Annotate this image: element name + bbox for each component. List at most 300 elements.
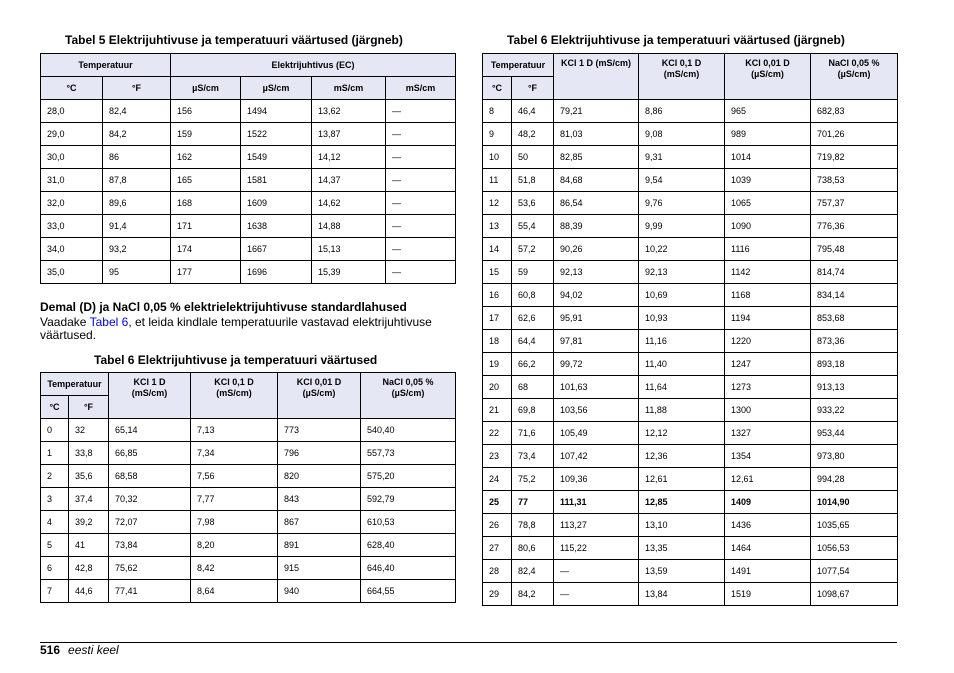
table-cell: 15 [483, 261, 512, 284]
table-cell: 1436 [725, 514, 811, 537]
table-row [41, 511, 456, 534]
t6a-header-kcl1: KCl 1 D (mS/cm) [109, 373, 191, 419]
table-cell: 16 [483, 284, 512, 307]
table-cell: 7,13 [191, 419, 278, 442]
table-cell: 22 [483, 422, 512, 445]
t6b-header-temperature: Temperatuur [483, 54, 554, 77]
table-row [41, 146, 456, 169]
table-row [483, 445, 898, 468]
footer-language: eesti keel [68, 643, 119, 657]
footer-divider [40, 642, 897, 643]
table-row [483, 514, 898, 537]
table-cell: 1014,90 [811, 491, 898, 514]
table-cell: 92,13 [639, 261, 725, 284]
table-cell: 1065 [725, 192, 811, 215]
table-cell: 9 [483, 123, 512, 146]
table-row [41, 465, 456, 488]
table-cell: 103,56 [554, 399, 639, 422]
table5-header-temperature: Temperatuur [41, 54, 171, 77]
table-cell: 8 [483, 100, 512, 123]
table-cell: 13,87 [312, 123, 386, 146]
table-cell: 17 [483, 307, 512, 330]
t6b-header-kcl1: KCl 1 D (mS/cm) [554, 54, 639, 100]
table-cell: 65,14 [109, 419, 191, 442]
table-cell: 94,02 [554, 284, 639, 307]
table-row [483, 261, 898, 284]
table-cell: 965 [725, 100, 811, 123]
table-cell: 1142 [725, 261, 811, 284]
t6b-header-kcl001: KCl 0,01 D (µS/cm) [725, 54, 811, 100]
table-row [483, 422, 898, 445]
table-cell: 664,55 [361, 580, 456, 603]
table-cell: 795,48 [811, 238, 898, 261]
table-cell: 31,0 [41, 169, 103, 192]
table-cell: 893,18 [811, 353, 898, 376]
page-footer [40, 643, 119, 657]
table-cell: 21 [483, 399, 512, 422]
table-cell: 1638 [241, 215, 312, 238]
table-cell: 70,32 [109, 488, 191, 511]
table-cell: 12,12 [639, 422, 725, 445]
table-cell: 1522 [241, 123, 312, 146]
table-cell: 773 [278, 419, 361, 442]
table-cell: 80,6 [512, 537, 554, 560]
table-cell: 7 [41, 580, 69, 603]
table-cell: 1354 [725, 445, 811, 468]
table-cell: 8,64 [191, 580, 278, 603]
table6-part2-body [483, 100, 898, 606]
table6-link[interactable]: Tabel 6 [89, 315, 129, 329]
table-cell: 8,86 [639, 100, 725, 123]
table-cell: 1056,53 [811, 537, 898, 560]
table-cell: 32,0 [41, 192, 103, 215]
table6-part1 [40, 372, 456, 603]
table-cell: 14,37 [312, 169, 386, 192]
table5-unit-mscm-2: mS/cm [386, 77, 456, 100]
table-cell: — [386, 192, 456, 215]
table-cell: 1220 [725, 330, 811, 353]
table-row [41, 534, 456, 557]
table-cell: 1409 [725, 491, 811, 514]
table-cell: 177 [171, 261, 241, 284]
table-cell: 99,72 [554, 353, 639, 376]
table-cell: 12,61 [639, 468, 725, 491]
table-cell: — [386, 169, 456, 192]
table-cell: 1014 [725, 146, 811, 169]
table-cell: 84,2 [512, 583, 554, 606]
table-cell: 165 [171, 169, 241, 192]
table-cell: 10,93 [639, 307, 725, 330]
table-cell: 1549 [241, 146, 312, 169]
table-cell: 9,08 [639, 123, 725, 146]
table-row [41, 123, 456, 146]
table-cell: 973,80 [811, 445, 898, 468]
table-cell: 82,4 [512, 560, 554, 583]
table-cell: 42,8 [69, 557, 109, 580]
table5-header-conductivity: Elektrijuhtivus (EC) [171, 54, 456, 77]
table-row [483, 468, 898, 491]
table-cell: 66,85 [109, 442, 191, 465]
table-cell: 994,28 [811, 468, 898, 491]
table-cell: 9,54 [639, 169, 725, 192]
table-cell: 88,39 [554, 215, 639, 238]
table-cell: 9,99 [639, 215, 725, 238]
table-cell: 23 [483, 445, 512, 468]
table-cell: 834,14 [811, 284, 898, 307]
table-cell: 913,13 [811, 376, 898, 399]
table-cell: 26 [483, 514, 512, 537]
table-cell: 66,2 [512, 353, 554, 376]
table-cell: 71,6 [512, 422, 554, 445]
table-cell: 915 [278, 557, 361, 580]
table-cell: 14,12 [312, 146, 386, 169]
table-cell: 14,62 [312, 192, 386, 215]
table-row [483, 537, 898, 560]
table-row [41, 580, 456, 603]
table-row [483, 560, 898, 583]
table-row [41, 261, 456, 284]
table-cell: 11,64 [639, 376, 725, 399]
t6a-header-kcl001: KCl 0,01 D (µS/cm) [278, 373, 361, 419]
table-cell: 1 [41, 442, 69, 465]
table-cell: 82,85 [554, 146, 639, 169]
table-cell: 60,8 [512, 284, 554, 307]
table-cell: 19 [483, 353, 512, 376]
table-cell: 14,88 [312, 215, 386, 238]
table-cell: — [386, 261, 456, 284]
t6b-unit-c: °C [483, 77, 512, 100]
table5-caption: Tabel 5 Elektrijuhtivuse ja temperatuuri väärtused (järgneb) [65, 33, 403, 47]
table-cell: 1116 [725, 238, 811, 261]
table-cell: 1273 [725, 376, 811, 399]
table-cell: 940 [278, 580, 361, 603]
table-cell: 0 [41, 419, 69, 442]
table-cell: 18 [483, 330, 512, 353]
table-row [483, 583, 898, 606]
table-cell: 33,0 [41, 215, 103, 238]
table-cell: 53,6 [512, 192, 554, 215]
table-cell: 7,98 [191, 511, 278, 534]
table-cell: 13,62 [312, 100, 386, 123]
table-row [41, 100, 456, 123]
table-cell: 9,31 [639, 146, 725, 169]
table-cell: 13,84 [639, 583, 725, 606]
table-cell: 91,4 [103, 215, 171, 238]
table-cell: — [386, 215, 456, 238]
table-cell: 776,36 [811, 215, 898, 238]
table-cell: 13,59 [639, 560, 725, 583]
table-cell: 55,4 [512, 215, 554, 238]
table-cell: 171 [171, 215, 241, 238]
table-cell: 97,81 [554, 330, 639, 353]
table-cell: 115,22 [554, 537, 639, 560]
table-cell: 12,85 [639, 491, 725, 514]
table5-unit-f: °F [103, 77, 171, 100]
table-cell: 77 [512, 491, 554, 514]
t6b-header-kcl01: KCl 0,1 D (mS/cm) [639, 54, 725, 100]
table-cell: 93,2 [103, 238, 171, 261]
table-cell: 51,8 [512, 169, 554, 192]
t6a-header-nacl: NaCl 0,05 % (µS/cm) [361, 373, 456, 419]
table-cell: 77,41 [109, 580, 191, 603]
table-cell: 989 [725, 123, 811, 146]
table6-part2 [482, 53, 898, 606]
paragraph-text-start: Vaadake [40, 315, 90, 329]
table-row [483, 330, 898, 353]
table-cell: 1667 [241, 238, 312, 261]
table-row [483, 307, 898, 330]
table-cell: 701,26 [811, 123, 898, 146]
table-cell: 72,07 [109, 511, 191, 534]
section-title: Demal (D) ja NaCl 0,05 % elektrielektrijuhtivuse standardlahused [40, 300, 407, 314]
table-cell: 4 [41, 511, 69, 534]
table-cell: 79,21 [554, 100, 639, 123]
table-cell: 50 [512, 146, 554, 169]
table-cell: 35,0 [41, 261, 103, 284]
table-cell: 69,8 [512, 399, 554, 422]
table-cell: 1098,67 [811, 583, 898, 606]
table-cell: 14 [483, 238, 512, 261]
table-cell: — [554, 560, 639, 583]
table-cell: 105,49 [554, 422, 639, 445]
table-cell: 13,10 [639, 514, 725, 537]
table-cell: 68 [512, 376, 554, 399]
table-cell: 682,83 [811, 100, 898, 123]
table-cell: 73,84 [109, 534, 191, 557]
table-cell: 44,6 [69, 580, 109, 603]
table-cell: 113,27 [554, 514, 639, 537]
table-cell: 5 [41, 534, 69, 557]
table-cell: 86 [103, 146, 171, 169]
table-cell: 7,34 [191, 442, 278, 465]
table6-part1-body [41, 419, 456, 603]
table-cell: 10,22 [639, 238, 725, 261]
table-row [41, 419, 456, 442]
t6a-header-temperature: Temperatuur [41, 373, 109, 396]
t6a-unit-f: °F [69, 396, 109, 419]
table-cell: 64,4 [512, 330, 554, 353]
table-cell: 111,31 [554, 491, 639, 514]
t6b-unit-f: °F [512, 77, 554, 100]
table-cell: 15,13 [312, 238, 386, 261]
table-cell: 7,56 [191, 465, 278, 488]
table-cell: 540,40 [361, 419, 456, 442]
table-cell: 719,82 [811, 146, 898, 169]
table-row [41, 169, 456, 192]
table-row [41, 215, 456, 238]
table-cell: 24 [483, 468, 512, 491]
table-cell: 162 [171, 146, 241, 169]
table-cell: 12,36 [639, 445, 725, 468]
table-cell: 1581 [241, 169, 312, 192]
table-cell: 34,0 [41, 238, 103, 261]
table-cell: 87,8 [103, 169, 171, 192]
table-cell: 1035,65 [811, 514, 898, 537]
table-cell: 73,4 [512, 445, 554, 468]
table-cell: 9,76 [639, 192, 725, 215]
paragraph-text-end: , et leida kindlale temperatuurile vastavad elektrijuhtivuse väärtused. [40, 315, 432, 342]
table-cell: 1247 [725, 353, 811, 376]
table-cell: 6 [41, 557, 69, 580]
table-row [483, 192, 898, 215]
table-cell: 13,35 [639, 537, 725, 560]
table-cell: 37,4 [69, 488, 109, 511]
table-cell: 1519 [725, 583, 811, 606]
table-cell: 873,36 [811, 330, 898, 353]
table-cell: 107,42 [554, 445, 639, 468]
table-cell: — [386, 238, 456, 261]
table-cell: 10 [483, 146, 512, 169]
table-row [483, 353, 898, 376]
table-cell: 20 [483, 376, 512, 399]
table-cell: 610,53 [361, 511, 456, 534]
table-cell: 575,20 [361, 465, 456, 488]
table-cell: 81,03 [554, 123, 639, 146]
table-cell: 1077,54 [811, 560, 898, 583]
table-cell: 814,74 [811, 261, 898, 284]
table-cell: 82,4 [103, 100, 171, 123]
table-cell: 109,36 [554, 468, 639, 491]
table-cell: 90,26 [554, 238, 639, 261]
table-cell: 84,68 [554, 169, 639, 192]
table-cell: 10,69 [639, 284, 725, 307]
t6a-header-kcl01: KCl 0,1 D (mS/cm) [191, 373, 278, 419]
table-row [483, 169, 898, 192]
table-cell: 3 [41, 488, 69, 511]
table6-continued-caption: Tabel 6 Elektrijuhtivuse ja temperatuuri väärtused (järgneb) [507, 33, 845, 47]
table5-body [41, 100, 456, 284]
table-cell: 41 [69, 534, 109, 557]
table-cell: 592,79 [361, 488, 456, 511]
table-cell: 12,61 [725, 468, 811, 491]
table-cell: 174 [171, 238, 241, 261]
table-cell: 757,37 [811, 192, 898, 215]
table-cell: 75,62 [109, 557, 191, 580]
table-cell: 11,16 [639, 330, 725, 353]
table-cell: — [386, 100, 456, 123]
table-cell: 57,2 [512, 238, 554, 261]
table-cell: 35,6 [69, 465, 109, 488]
table-cell: 89,6 [103, 192, 171, 215]
table5-unit-uscm-2: µS/cm [241, 77, 312, 100]
table-row [483, 215, 898, 238]
table-row [41, 488, 456, 511]
table-cell: — [386, 123, 456, 146]
table-cell: 11,40 [639, 353, 725, 376]
table-cell: 159 [171, 123, 241, 146]
table5-unit-uscm-1: µS/cm [171, 77, 241, 100]
table-cell: 933,22 [811, 399, 898, 422]
table-cell: 557,73 [361, 442, 456, 465]
table-cell: 95,91 [554, 307, 639, 330]
table-row [483, 376, 898, 399]
table-cell: 796 [278, 442, 361, 465]
table-cell: 86,54 [554, 192, 639, 215]
t6b-header-nacl: NaCl 0,05 % (µS/cm) [811, 54, 898, 100]
t6a-unit-c: °C [41, 396, 69, 419]
table-cell: 1491 [725, 560, 811, 583]
table-row [483, 399, 898, 422]
table-cell: 953,44 [811, 422, 898, 445]
table-cell: — [386, 146, 456, 169]
table-row [483, 146, 898, 169]
table-cell: 48,2 [512, 123, 554, 146]
table-cell: 8,20 [191, 534, 278, 557]
table-cell: 820 [278, 465, 361, 488]
table-cell: 628,40 [361, 534, 456, 557]
table-cell: 1039 [725, 169, 811, 192]
table-cell: 62,6 [512, 307, 554, 330]
table-row [41, 442, 456, 465]
table-cell: 78,8 [512, 514, 554, 537]
table-cell: 25 [483, 491, 512, 514]
page-number: 516 [40, 643, 61, 657]
table-cell: 75,2 [512, 468, 554, 491]
table5-unit-mscm-1: mS/cm [312, 77, 386, 100]
table-row [41, 557, 456, 580]
table-cell: 1494 [241, 100, 312, 123]
table-cell: 28 [483, 560, 512, 583]
table-row [483, 284, 898, 307]
table-cell: 59 [512, 261, 554, 284]
table-cell: 101,63 [554, 376, 639, 399]
table-cell: 29 [483, 583, 512, 606]
table-row [483, 123, 898, 146]
table-cell: 68,58 [109, 465, 191, 488]
table-row [483, 100, 898, 123]
table-cell: 738,53 [811, 169, 898, 192]
table-cell: 92,13 [554, 261, 639, 284]
table-cell: 15,39 [312, 261, 386, 284]
table-cell: 1327 [725, 422, 811, 445]
table-cell: 28,0 [41, 100, 103, 123]
table5 [40, 53, 456, 284]
table-cell: 1194 [725, 307, 811, 330]
table-cell: 867 [278, 511, 361, 534]
table-cell: 1090 [725, 215, 811, 238]
table-cell: 843 [278, 488, 361, 511]
table-cell: 891 [278, 534, 361, 557]
table-cell: 29,0 [41, 123, 103, 146]
table-cell: 32 [69, 419, 109, 442]
table-cell: 7,77 [191, 488, 278, 511]
table-cell: 84,2 [103, 123, 171, 146]
table-cell: 1300 [725, 399, 811, 422]
table-cell: 8,42 [191, 557, 278, 580]
table-cell: 168 [171, 192, 241, 215]
table-row [483, 238, 898, 261]
table-cell: 156 [171, 100, 241, 123]
table-cell: 33,8 [69, 442, 109, 465]
table-cell: 95 [103, 261, 171, 284]
table-cell: 1464 [725, 537, 811, 560]
table-cell: 39,2 [69, 511, 109, 534]
table-cell: 2 [41, 465, 69, 488]
table5-unit-c: °C [41, 77, 103, 100]
intro-paragraph [40, 316, 440, 342]
table-row [41, 238, 456, 261]
table-cell: 27 [483, 537, 512, 560]
table-cell: — [554, 583, 639, 606]
table-cell: 11,88 [639, 399, 725, 422]
table-cell: 853,68 [811, 307, 898, 330]
table-cell: 646,40 [361, 557, 456, 580]
table-cell: 1168 [725, 284, 811, 307]
table-row [483, 491, 898, 514]
table-cell: 46,4 [512, 100, 554, 123]
table-cell: 30,0 [41, 146, 103, 169]
table6-caption: Tabel 6 Elektrijuhtivuse ja temperatuuri väärtused [94, 353, 378, 367]
